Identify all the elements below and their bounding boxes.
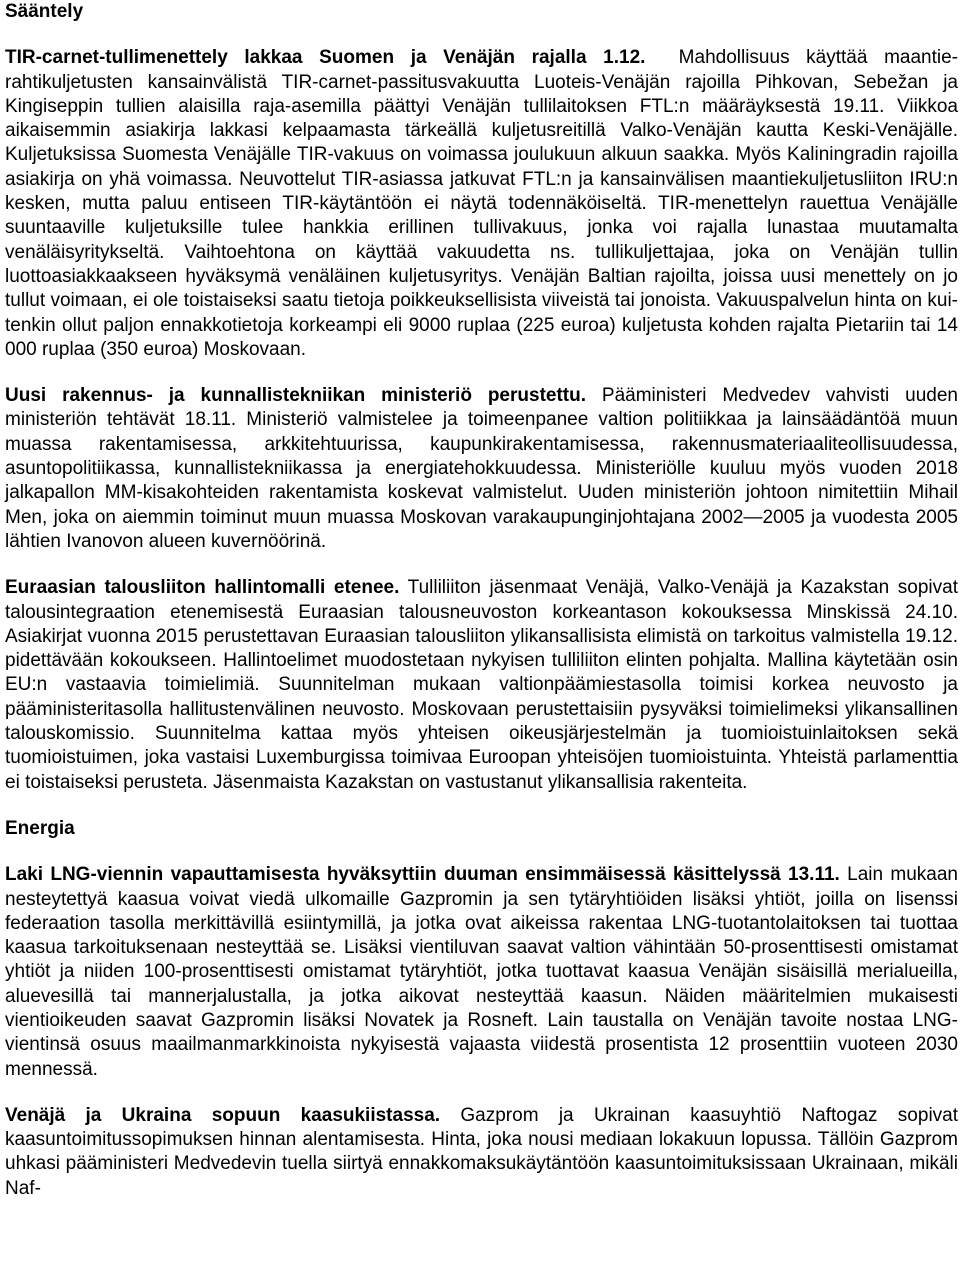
spacer: [5, 554, 958, 576]
section-heading-energia: Energia: [5, 817, 75, 839]
paragraph-body: Tulliliiton jäsenmaat Venäjä, Valko-Venäjä ja Kazakstan sopivat talousintegraation etenemisestä Euraasian talousneuvoston korkeantason kokouksessa Minskissä 24.10. Asiakirjat vuonna 2015 perustettavan Euraasian talousliiton ylikansallisista elimistä on tarkoitus valmistella 19.12. pidettävään kokoukseen. Hallintoelimet muodostetaan nykyisen tulliliiton elinten pohjalta. Mallina käytetään osin EU:n vastaavia toimielimiä. Suunnitelman mukaan valtionpäämiestasolla toimisi korkea neuvosto ja pääministeritasolla hallitustenvälinen neuvosto. Moskovaan perustettaisiin pysyväksi toimielimeksi ylikansallinen talouskomissio. Suunnitelma kattaa myös yhteisen oikeusjärjestelmän ja tuomioistuinlaitoksen sekä tuomioistuimen, joka vastaisi Luxemburgissa toimivaa Euroopan yhteisöjen tuomioistuinta. Yhteistä parlamenttia ei toistaiseksi perusteta. Jäsenmaista Kazakstan on vastustanut ylikansallisia rakenteita.: [5, 577, 958, 793]
paragraph-lead: TIR-carnet-tullimenettely lakkaa Suomen ja Venäjän rajalla 1.12.: [5, 47, 646, 69]
paragraph-lead: Uusi rakennus- ja kunnallistekniikan ministeriö perustettu.: [5, 385, 586, 407]
paragraph-lead: Euraasian talousliiton hallintomalli etenee.: [5, 577, 400, 599]
paragraph-body: Pääministeri Medvedev vahvisti uuden ministeriön tehtävät 18.11. Ministeriö valmistelee ja toimeenpanee valtion politiikkaa ja lainsäädäntöä muun muassa rakentamisessa, arkkitehtuurissa, kaupunkirakentamisessa, rakennusmateriaaliteollisuudessa, asuntopolitiikassa, kunnallistekniikassa ja energiatehokkuudessa. Ministeriölle kuuluu myös vuoden 2018 jalkapallon MM-kisakohteiden rakentamista koskevat valmistelut. Uuden ministeriön johtoon nimitettiin Mihail Men, joka on aiemmin toiminut muun muassa Moskovan varakaupunginjohtajana 2002—2005 ja vuodesta 2005 lähtien Ivanovon alueen kuvernöörinä.: [5, 385, 958, 552]
paragraph-body: Mahdollisuus käyttää maantierahtikuljetusten kansainvälistä TIR-carnet-passitusvakuutta Luoteis-Venäjän rajoilla Pihkovan, Sebežan ja Kingiseppin tullien alaisilla raja-asemilla päättyi Venäjän tullilaitoksen FTL:n määräyksestä 19.11. Viikkoa aikaisemmin asiakirja lakkasi kelpaamasta tärkeällä kuljetusreitillä Valko-Venäjän kautta Keski-Venäjälle. Kuljetuksissa Suomesta Venäjälle TIR-vakuus on voimassa joulukuun alkuun saakka. Myös Kaliningradin rajoilla asiakirja on yhä voimassa. Neuvottelut TIR-asiassa jatkuvat FTL:n ja kansainvälisen maantiekuljetusliiton IRU:n kesken, mutta paluu entiseen TIR-käytäntöön ei näytä todennäköiseltä. TIR-menettelyn rauettua Venäjälle suuntaaville kuljetuksille tulee hankkia erillinen tullivakuus, jonka voi rajalla lunastaa muutamalta venäläisyritykseltä. Vaihtoehtona on käyttää vakuudetta ns. tullikuljettajaa, joka on Venäjän tullin luottoasiakkaakseen hyväksymä venäläinen kuljetusyritys. Venäjän Baltian rajoilta, joissa uusi menettely on jo tullut voimaan, ei ole toistaiseksi saatu tietoja poikkeuksellisista viiveistä tai jonoista. Vakuuspalvelun hinta on kuitenkin ollut paljon ennakkotietoja korkeampi eli 9000 ruplaa (225 euroa) kuljetusta kohden rajalta Pietariin tai 14 000 ruplaa (350 euroa) Moskovaan.: [5, 47, 958, 360]
spacer: [5, 795, 958, 817]
paragraph-tir-carnet: [5, 46, 958, 362]
paragraph-gas-dispute: [5, 1104, 958, 1201]
spacer: [5, 841, 958, 863]
spacer: [5, 24, 958, 46]
paragraph-lng-law: [5, 863, 958, 1082]
section-heading-saantely: Sääntely: [5, 1, 84, 22]
spacer: [5, 362, 958, 384]
paragraph-ministry: [5, 384, 958, 554]
paragraph-body: Gazprom ja Ukrainan kaasuyhtiö Naftogaz sopivat kaasuntoimitussopimuksen hinnan alentamisesta. Hinta, joka nousi mediaan lokakuun lopussa. Tällöin Gazprom uhkasi pääministeri Medvedevin tuella siirtyä ennakkomaksukäytäntöön kaasuntoimituksissaan Ukrainaan, mikäli Naf-: [5, 1104, 959, 1199]
paragraph-eurasian-union: [5, 576, 958, 795]
spacer: [5, 1082, 958, 1104]
paragraph-body: Lain mukaan nesteytettyä kaasua voivat viedä ulkomaille Gazpromin ja sen tytäryhtiöiden lisäksi yhtiöt, joilla on lisenssi federaation tasolla merkittävillä esiintymillä, ja jotka ovat aikeissa rakentaa LNG-tuotantolaitoksen tai tuottaa kaasua tarkoituksenaan nesteyttää se. Lisäksi vientiluvan saavat valtion vähintään 50-prosenttisesti omistamat yhtiöt ja niiden 100-prosenttisesti omistamat tytäryhtiöt, jotka tuottavat kaasua Venäjän sisäisillä merialueilla, aluevesillä tai mannerjalustalla, ja jotka aikovat nesteyttää kaasun. Näiden määritelmien mukaisesti vientioikeuden saavat Gazpromin lisäksi Novatek ja Rosneft. Lain taustalla on Venäjän tavoite nostaa LNG-vientinsä osuus maailmanmarkkinoista nykyisestä vajaasta viidestä prosentista 12 prosenttiin vuoteen 2030 mennessä.: [5, 864, 958, 1080]
paragraph-lead: Venäjä ja Ukraina sopuun kaasukiistassa.: [5, 1104, 441, 1126]
paragraph-lead: Laki LNG-viennin vapauttamisesta hyväksyttiin duuman ensimmäisessä käsittelyssä 13.11.: [5, 864, 840, 886]
